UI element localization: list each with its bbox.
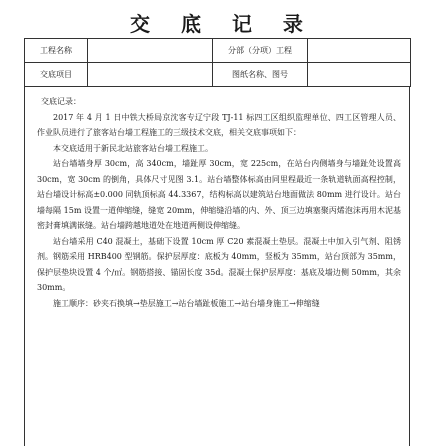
header-row-2: [25, 63, 411, 87]
header-table: [24, 38, 411, 87]
header-row-1: [25, 39, 411, 63]
content-box: [24, 86, 410, 446]
drawing-field: [308, 63, 411, 87]
paragraph-4: 站台墙采用 C40 混凝土，基础下设置 10cm 厚 C20 素混凝土垫层。混凝土中加入引气剂、阻锈剂。钢筋采用 HRB400 型钢筋。保护层厚度：底板为 40mm，竖板为 35mm，站台顶部为 35mm，保护层垫块设置 4 个/㎡。钢筋搭接、锚固长度 35d。混凝土保护层厚度：基底及墙边侧 50mm，其余 30mm。: [37, 236, 401, 292]
paragraph-2: 本交底适用于新民北站旅客站台墙工程施工。: [53, 143, 213, 153]
paragraph-3: 站台墙墙身厚 30cm，高 340cm，墙趾厚 30cm，宽 225cm，在站台内侧墙身与墙趾处设置高 30cm，宽 30cm 的倒角，具体尺寸见图 3.1。站台墙整体标高由同里程最近一条轨道轨面高程控制，站台墙设计标高±0.000 同轨顶标高 44.3367，结构标高以建筑站台地面做法 80mm 进行设计。站台墙每隔 15m 设置一道伸缩缝，缝宽 20mm，伸缩缝沿墙的内、外、顶三边填塞聚丙烯泡沫再用木泥基密封膏填满嵌缝。站台墙跨越地道处在地道两侧设伸缩缝。: [37, 159, 401, 230]
drawing-label: 图纸名称、图号: [213, 63, 308, 87]
sub-project-field: [308, 39, 411, 63]
sub-project-label: 分部（分项）工程: [213, 39, 308, 63]
project-name-field: [88, 39, 213, 63]
paragraph-1: 2017 年 4 月 1 日中铁大桥局京沈客专辽宁段 TJ-11 标四工区组织监理单位、四工区管理人员、作业队员进行了旅客站台墙工程施工的三级技术交底，相关交底事项如下：: [37, 112, 401, 137]
paragraph-5: 施工顺序：砂夹石换填→垫层施工→站台墙趾板施工→站台墙身施工→伸缩缝: [53, 298, 320, 308]
document-title: 交 底 记 录: [130, 12, 315, 36]
item-field: [88, 63, 213, 87]
project-name-label: 工程名称: [25, 39, 88, 63]
item-label: 交底项目: [25, 63, 88, 87]
content-heading: 交底记录：: [41, 97, 81, 106]
